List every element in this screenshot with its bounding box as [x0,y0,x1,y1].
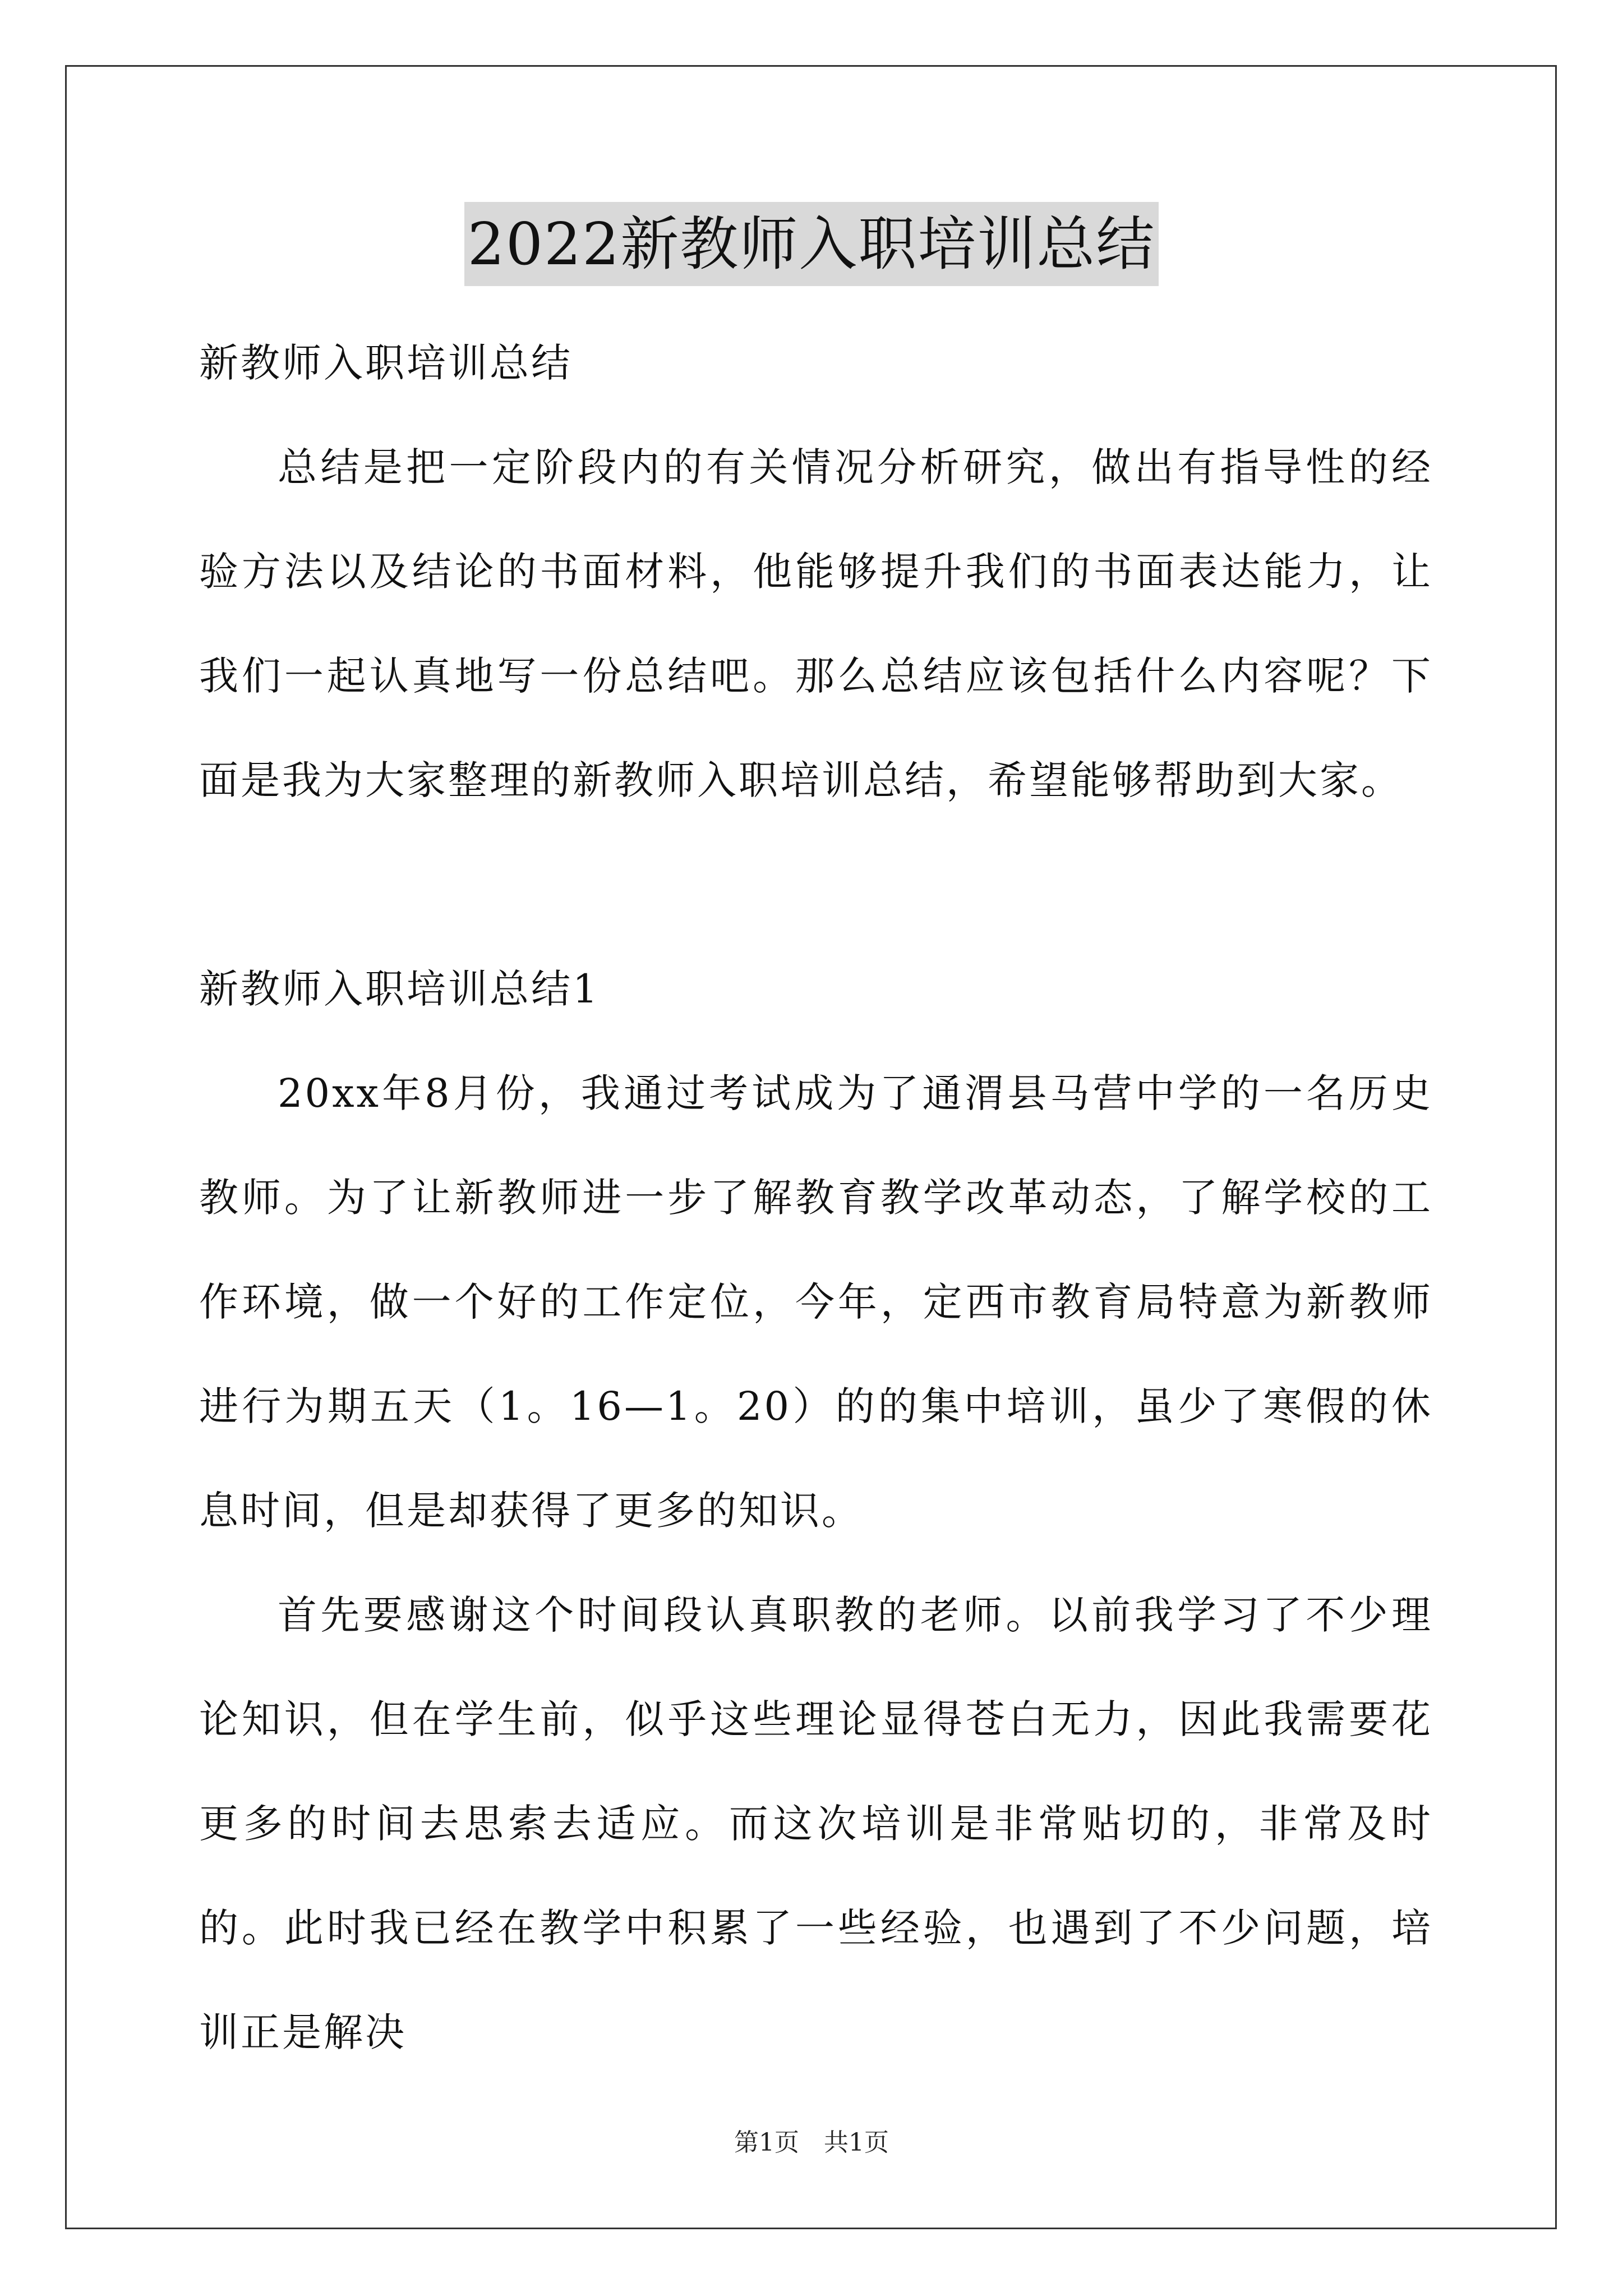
section-heading: 新教师入职培训总结 [199,340,573,386]
document-title: 2022新教师入职培训总结 [464,202,1159,286]
paragraph: 首先要感谢这个时间段认真职教的老师。以前我学习了不少理论知识，但在学生前，似乎这些理论显得苍白无力，因此我需要花更多的时间去思索去适应。而这次培训是非常贴切的，非常及时的。此时我已经在教学中积累了一些经验，也遇到了不少问题，培训正是解决 [199,1592,1433,2055]
paragraph: 20xx年8月份，我通过考试成为了通渭县马营中学的一名历史教师。为了让新教师进一步了解教育教学改革动态，了解学校的工作环境，做一个好的工作定位，今年，定西市教育局特意为新教师进行为期五天（1。16—1。20）的的集中培训，虽少了寒假的休息时间，但是却获得了更多的知识。 [199,1070,1433,1534]
title-wrap [0,202,1623,286]
section-heading: 新教师入职培训总结1 [199,966,600,1012]
page-footer [0,2126,1623,2160]
paragraph: 总结是把一定阶段内的有关情况分析研究，做出有指导性的经验方法以及结论的书面材料，他能够提升我们的书面表达能力，让我们一起认真地写一份总结吧。那么总结应该包括什么内容呢？下面是我为大家整理的新教师入职培训总结，希望能够帮助到大家。 [199,444,1433,803]
page-number: 第1页 共1页 [734,2128,889,2157]
section-gap [199,832,1433,937]
document-body [199,311,1433,2085]
